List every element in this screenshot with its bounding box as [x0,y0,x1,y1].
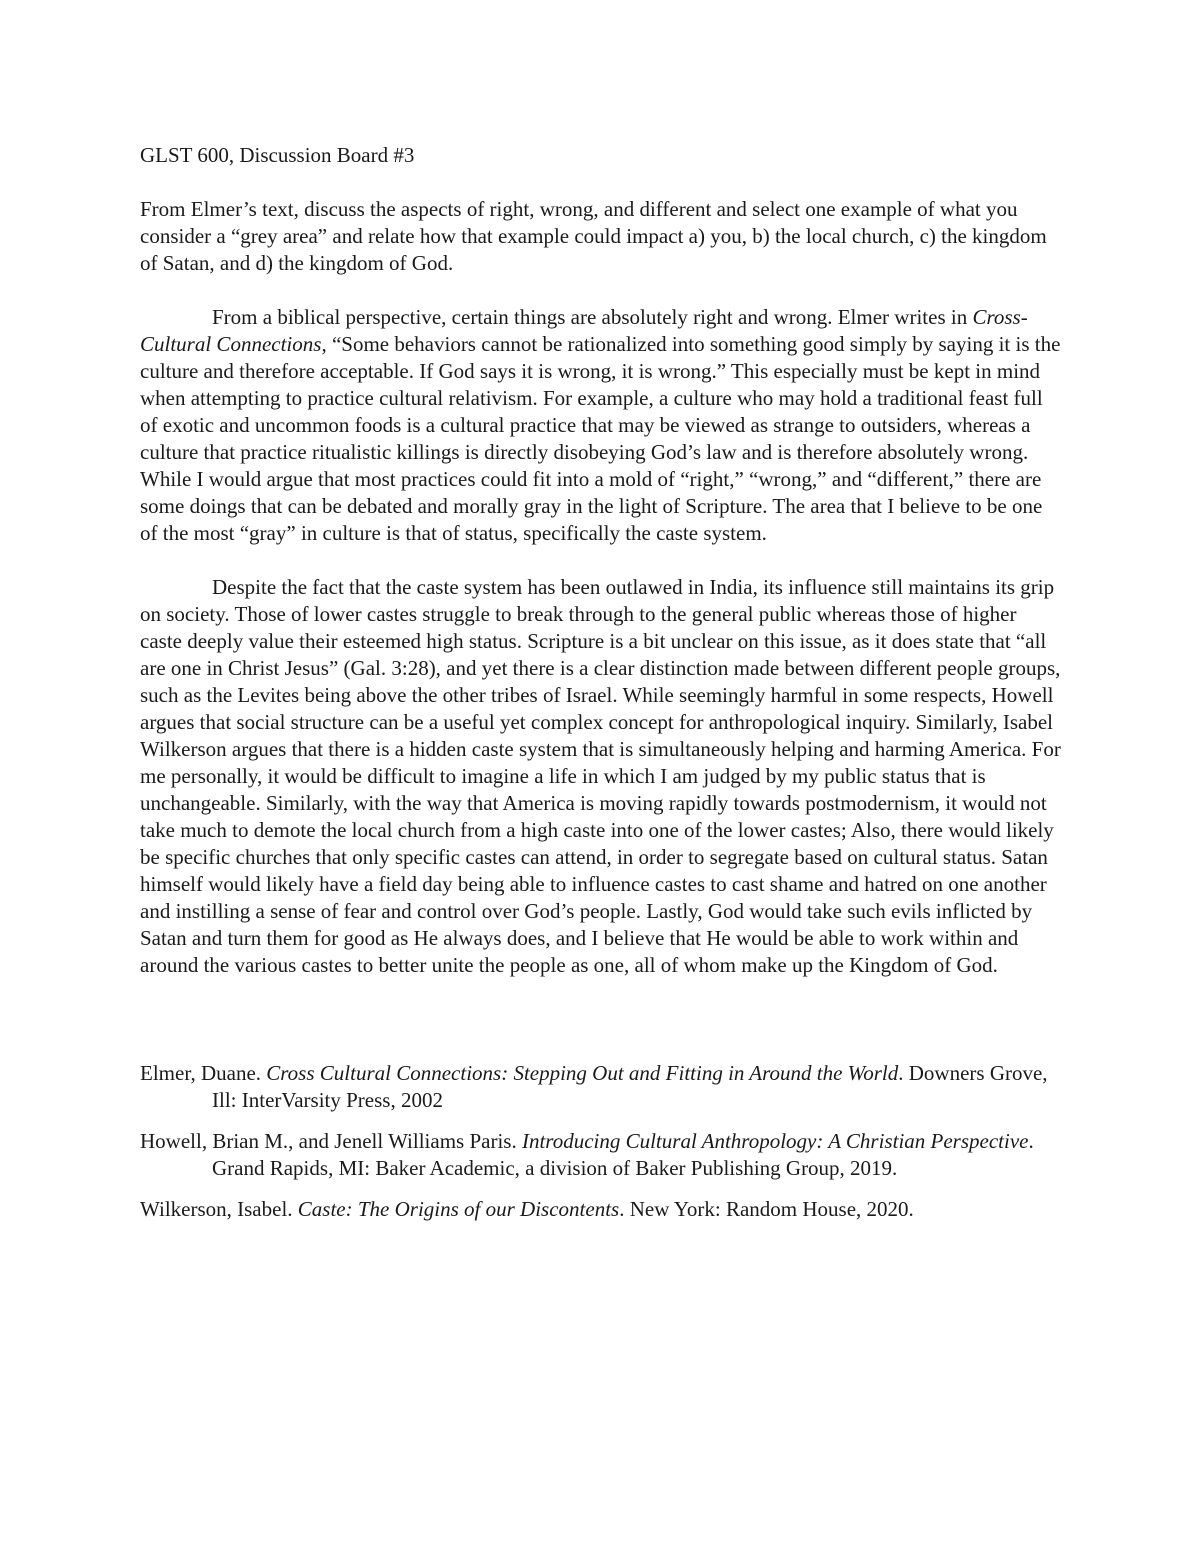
references-list [140,1060,1062,1223]
reference-author: Howell, Brian M., and Jenell Williams Paris. [140,1129,522,1153]
body-paragraph-1 [140,304,1062,547]
reference-title: Cross Cultural Connections: Stepping Out and Fitting in Around the World [266,1061,899,1085]
paragraph-1-text-start: From a biblical perspective, certain things are absolutely right and wrong. Elmer writes in [212,305,973,329]
reference-title: Introducing Cultural Anthropology: A Christian Perspective [521,1129,1029,1153]
reference-entry-elmer [140,1060,1062,1114]
discussion-prompt: From Elmer’s text, discuss the aspects of right, wrong, and different and select one example of what you consider a “grey area” and relate how that example could impact a) you, b) the local church, c) the kingdom of Satan, and d) the kingdom of God. [140,197,1047,275]
reference-author: Elmer, Duane. [140,1061,267,1085]
book-title-italic: Cross-Cultural Connections [140,305,1028,356]
reference-title: Caste: The Origins of our Discontents [297,1197,620,1221]
paragraph-1-text-end: , “Some behaviors cannot be rationalized into something good simply by saying it is the culture and therefore acceptable. If God says it is wrong, it is wrong.” This especially must be kept in mind when attempting to practice cultural relativism. For example, a culture who may hold a traditional feast full of exotic and uncommon foods is a cultural practice that may be viewed as strange to outsiders, whereas a culture that practice ritualistic killings is directly disobeying God’s law and is therefore absolutely wrong. While I would argue that most practices could fit into a mold of “right,” “wrong,” and “different,” there are some doings that can be debated and morally gray in the light of Scripture. The area that I believe to be one of the most “gray” in culture is that of status, specifically the caste system. [140,332,1061,545]
document-title: GLST 600, Discussion Board #3 [140,143,415,167]
reference-entry-howell [140,1128,1062,1182]
body-paragraph-2: Despite the fact that the caste system has been outlawed in India, its influence still maintains its grip on society. Those of lower castes struggle to break through to the general public whereas those of higher caste deeply value their esteemed high status. Scripture is a bit unclear on this issue, as it does state that “all are one in Christ Jesus” (Gal. 3:28), and yet there is a clear distinction made between different people groups, such as the Levites being above the other tribes of Israel. While seemingly harmful in some respects, Howell argues that social structure can be a useful yet complex concept for anthropological inquiry. Similarly, Isabel Wilkerson argues that there is a hidden caste system that is simultaneously helping and harming America. For me personally, it would be difficult to imagine a life in which I am judged by my public status that is unchangeable. Similarly, with the way that America is moving rapidly towards postmodernism, it would not take much to demote the local church from a high caste into one of the lower castes; Also, there would likely be specific churches that only specific castes can attend, in order to segregate based on cultural status. Satan himself would likely have a field day being able to influence castes to cast shame and hatred on one another and instilling a sense of fear and control over God’s people. Lastly, God would take such evils inflicted by Satan and turn them for good as He always does, and I believe that He would be able to work within and around the various castes to better unite the people as one, all of whom make up the Kingdom of God. [140,575,1061,977]
reference-author: Wilkerson, Isabel. [140,1197,298,1221]
reference-publisher: . Downers Grove, Ill: InterVarsity Press, 2002 [212,1061,1048,1112]
reference-publisher: . New York: Random House, 2020. [619,1197,914,1221]
reference-entry-wilkerson [140,1196,1062,1223]
reference-publisher: . Grand Rapids, MI: Baker Academic, a division of Baker Publishing Group, 2019. [212,1129,1034,1180]
